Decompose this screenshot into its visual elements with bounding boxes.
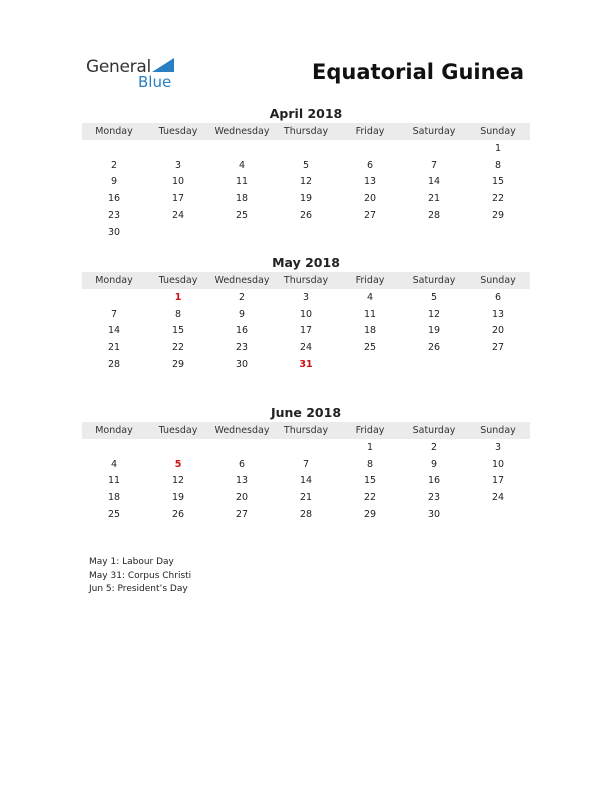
day-cell: 12 [427,308,441,320]
weekday-label: Friday [355,425,385,436]
day-cell: 4 [110,458,118,470]
weekday-label: Thursday [283,275,329,286]
week-row [82,224,530,241]
country-title: Equatorial Guinea [312,60,524,84]
day-cell: 6 [494,291,502,303]
day-cell: 2 [238,291,246,303]
day-cell: 25 [363,342,377,354]
day-cell: 30 [107,226,121,238]
day-cell: 4 [366,291,374,303]
day-cell: 22 [491,193,505,205]
weekday-label: Thursday [283,425,329,436]
weekday-label: Tuesday [158,126,198,137]
month-calendar [82,255,530,373]
day-cell: 11 [235,176,249,188]
month-calendar [82,405,530,523]
day-cell: 20 [363,193,377,205]
week-row [82,190,530,207]
day-cell: 3 [302,291,310,303]
day-cell: 17 [171,193,185,205]
day-cell: 9 [430,458,438,470]
weekday-label: Wednesday [214,425,270,436]
day-cell: 24 [491,492,505,504]
weekday-label: Tuesday [158,275,198,286]
day-cell: 2 [430,441,438,453]
month-calendar [82,106,530,241]
week-row [82,207,530,224]
day-cell: 29 [491,210,505,222]
day-cell: 30 [427,509,441,521]
week-row [82,323,530,340]
holiday-note: Jun 5: President’s Day [89,584,188,594]
day-cell: 24 [171,210,185,222]
day-cell: 16 [235,325,249,337]
weekday-label: Sunday [480,126,516,137]
day-cell: 20 [235,492,249,504]
day-cell: 5 [302,159,310,171]
day-cell: 14 [107,325,121,337]
day-cell: 7 [110,308,118,320]
day-cell: 25 [107,509,121,521]
day-cell: 8 [366,458,374,470]
day-cell: 11 [107,475,121,487]
day-cell: 19 [427,325,441,337]
weekday-label: Monday [95,275,133,286]
weekday-label: Wednesday [214,275,270,286]
holiday-day-cell: 5 [174,458,182,470]
day-cell: 12 [171,475,185,487]
day-cell: 20 [491,325,505,337]
week-row [82,174,530,191]
month-title: May 2018 [272,255,340,270]
weekday-label: Monday [95,126,133,137]
day-cell: 19 [299,193,313,205]
day-cell: 17 [299,325,313,337]
day-cell: 26 [427,342,441,354]
weekday-label: Friday [355,126,385,137]
day-cell: 11 [363,308,377,320]
weekday-label: Thursday [283,126,329,137]
day-cell: 16 [107,193,121,205]
holiday-day-cell: 31 [299,359,313,371]
day-cell: 21 [107,342,121,354]
weekday-header-row [82,123,530,140]
weekday-label: Friday [355,275,385,286]
holiday-day-cell: 1 [174,291,182,303]
day-cell: 19 [171,492,185,504]
day-cell: 4 [238,159,246,171]
day-cell: 13 [363,176,377,188]
general-blue-logo [86,55,196,95]
day-cell: 2 [110,159,118,171]
week-row [82,306,530,323]
week-row [82,506,530,523]
day-cell: 22 [363,492,377,504]
day-cell: 23 [107,210,121,222]
day-cell: 28 [107,359,121,371]
day-cell: 30 [235,359,249,371]
day-cell: 28 [427,210,441,222]
day-cell: 21 [299,492,313,504]
day-cell: 18 [235,193,249,205]
weekday-label: Saturday [412,126,456,137]
day-cell: 26 [299,210,313,222]
day-cell: 23 [235,342,249,354]
day-cell: 16 [427,475,441,487]
day-cell: 7 [430,159,438,171]
day-cell: 3 [174,159,182,171]
day-cell: 18 [363,325,377,337]
day-cell: 27 [363,210,377,222]
day-cell: 23 [427,492,441,504]
week-row [82,157,530,174]
weekday-label: Sunday [480,425,516,436]
day-cell: 9 [110,176,118,188]
day-cell: 25 [235,210,249,222]
day-cell: 15 [171,325,185,337]
holiday-notes [89,556,191,597]
week-row [82,489,530,506]
logo-general-text: General [86,57,151,77]
day-cell: 17 [491,475,505,487]
day-cell: 28 [299,509,313,521]
day-cell: 15 [363,475,377,487]
weekday-header-row [82,272,530,289]
day-cell: 10 [299,308,313,320]
week-row [82,339,530,356]
weekday-label: Tuesday [158,425,198,436]
weekday-label: Saturday [412,425,456,436]
month-title: June 2018 [270,405,342,420]
day-cell: 3 [494,441,502,453]
weekday-label: Saturday [412,275,456,286]
day-cell: 26 [171,509,185,521]
weekday-label: Wednesday [214,126,270,137]
week-row [82,289,530,306]
day-cell: 22 [171,342,185,354]
day-cell: 9 [238,308,246,320]
day-cell: 14 [299,475,313,487]
day-cell: 13 [235,475,249,487]
day-cell: 8 [494,159,502,171]
weekday-label: Monday [95,425,133,436]
day-cell: 27 [491,342,505,354]
week-row [82,356,530,373]
day-cell: 14 [427,176,441,188]
day-cell: 5 [430,291,438,303]
weekday-header-row [82,422,530,439]
month-title: April 2018 [269,106,343,121]
day-cell: 1 [494,142,502,154]
day-cell: 15 [491,176,505,188]
logo-triangle-icon [152,58,174,72]
day-cell: 12 [299,176,313,188]
day-cell: 24 [299,342,313,354]
day-cell: 1 [366,441,374,453]
day-cell: 29 [171,359,185,371]
day-cell: 7 [302,458,310,470]
holiday-note: May 1: Labour Day [89,557,174,567]
holiday-note: May 31: Corpus Christi [89,570,192,581]
week-row [82,140,530,157]
week-row [82,439,530,456]
weekday-label: Sunday [480,275,516,286]
day-cell: 18 [107,492,121,504]
day-cell: 6 [366,159,374,171]
day-cell: 8 [174,308,182,320]
day-cell: 21 [427,193,441,205]
day-cell: 29 [363,509,377,521]
day-cell: 27 [235,509,249,521]
week-row [82,473,530,490]
day-cell: 10 [491,458,505,470]
day-cell: 6 [238,458,246,470]
logo-blue-text: Blue [138,73,172,91]
week-row [82,456,530,473]
day-cell: 10 [171,176,185,188]
day-cell: 13 [491,308,505,320]
